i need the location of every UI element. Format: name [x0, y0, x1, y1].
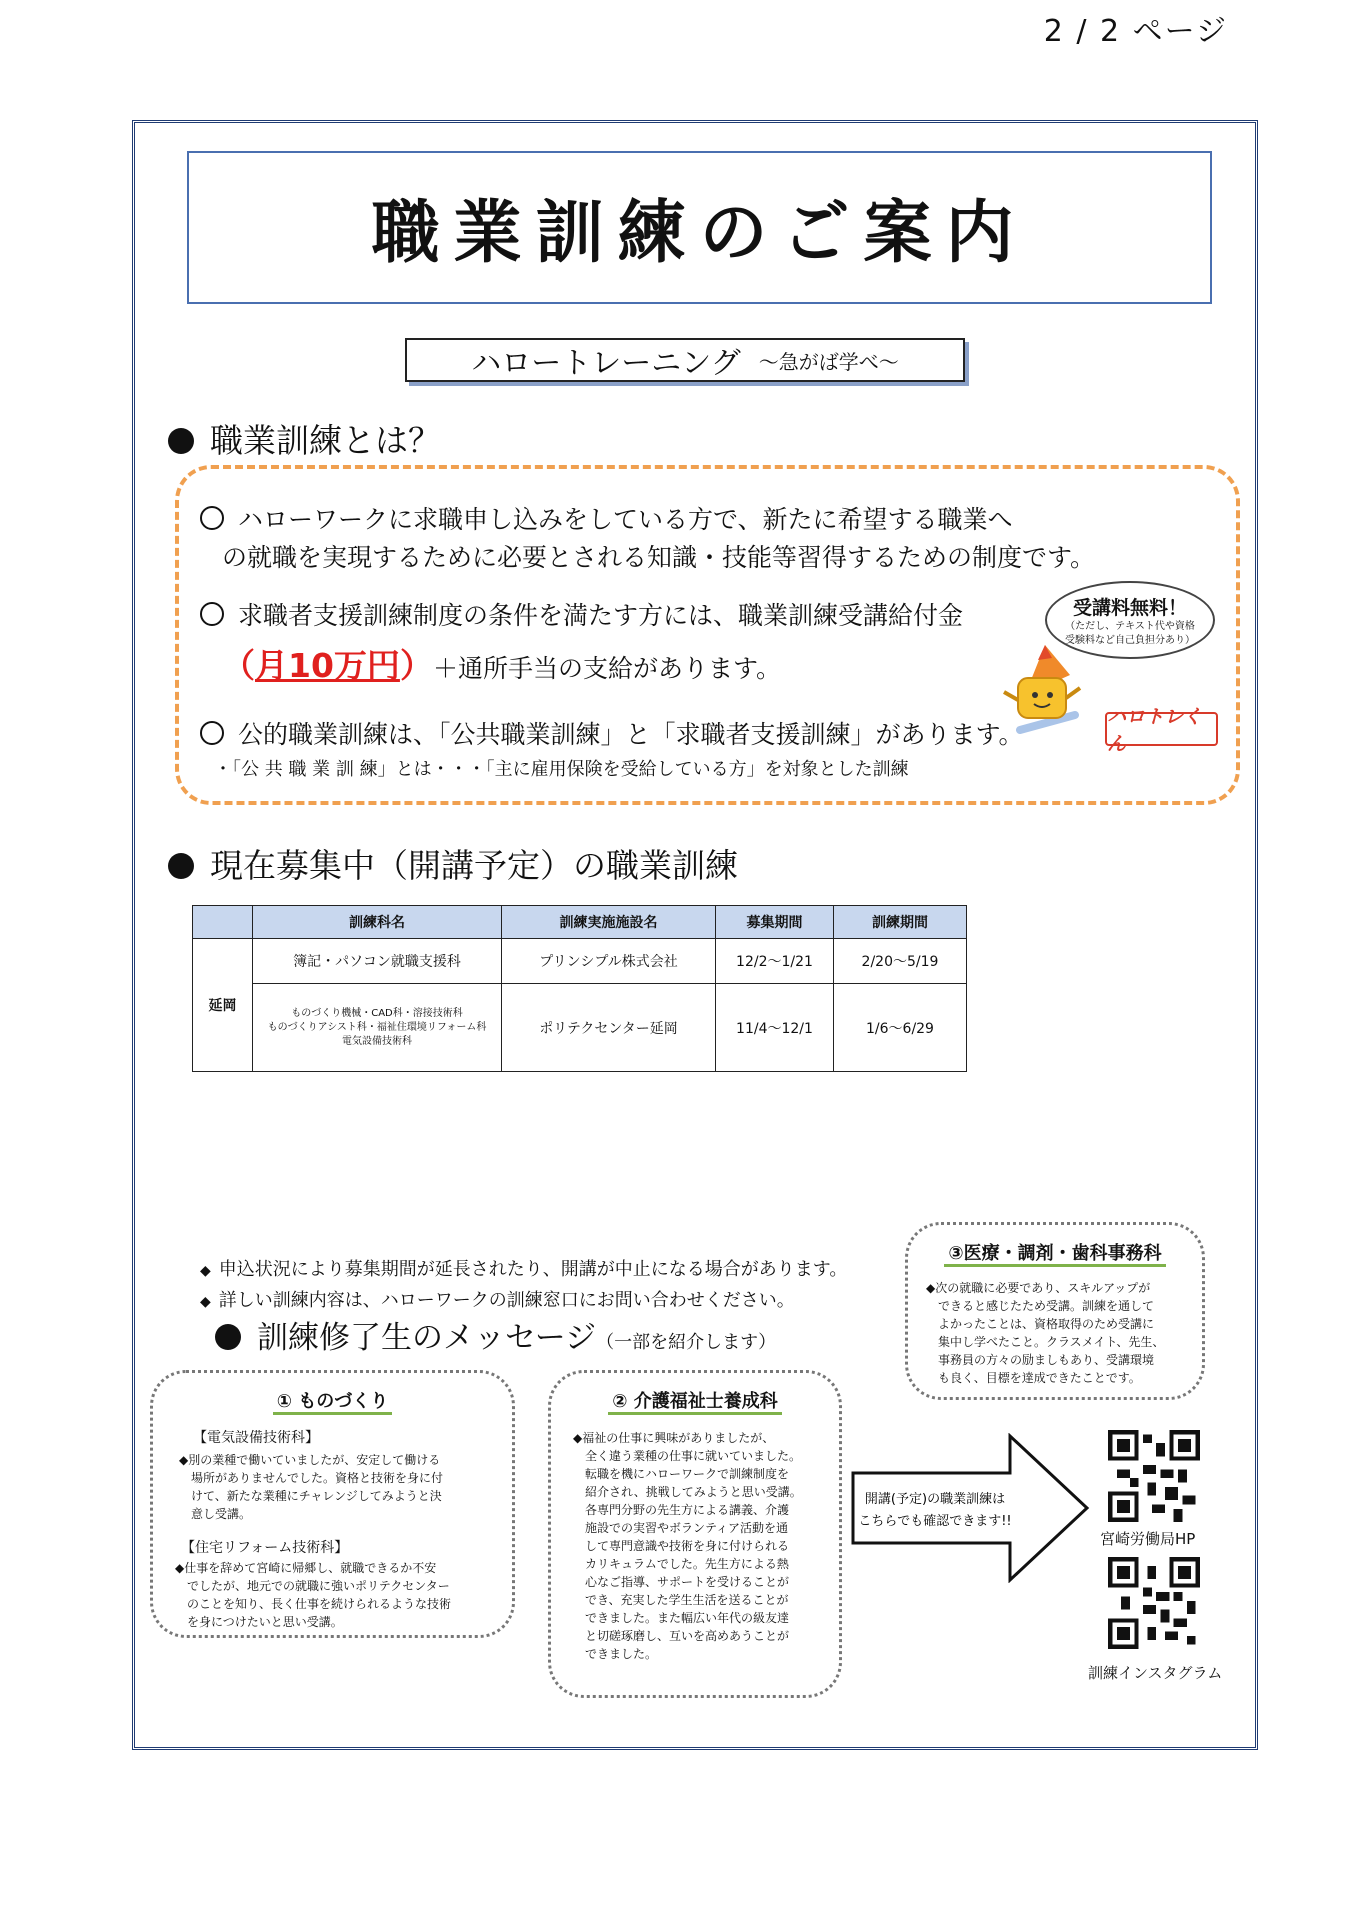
period-cell: 2/20～5/19: [834, 939, 967, 984]
card-subtitle: 【電気設備技術科】: [193, 1430, 319, 1446]
message-card-care: [548, 1370, 842, 1698]
circle-bullet-icon: [200, 721, 224, 745]
note-item: ◆ 詳しい訓練内容は、ハローワークの訓練窓口にお問い合わせください。: [200, 1290, 795, 1311]
info-line-3: [200, 596, 963, 632]
subtitle-tagline: ～急がば学べ～: [758, 349, 899, 374]
section3-suffix: （一部を紹介します）: [596, 1332, 777, 1353]
region-cell: 延岡: [193, 939, 253, 1072]
recruit-cell: 12/2～1/21: [716, 939, 834, 984]
circle-bullet-icon: [200, 506, 224, 530]
qr-code-hp-icon[interactable]: [1108, 1430, 1200, 1522]
title-box: [187, 151, 1212, 304]
table-row: [193, 984, 967, 1072]
page-title: 職業訓練のご案内: [371, 194, 1028, 273]
card-body: ◆次の就職に必要であり、スキルアップが できると感じたため受講。訓練を通して よかったことは、資格取得のため受講に 集中し学べたこと。クラスメイト、先生、 事務員の方々の励ましもあり、受講環境 も良く、目標を達成できたことです。: [926, 1281, 1165, 1385]
qr-hp-label: 宮崎労働局HP: [1100, 1530, 1196, 1548]
section1-heading-text: 職業訓練とは？: [210, 421, 441, 460]
facility-cell: ポリテクセンター延岡: [502, 984, 716, 1072]
circle-bullet-icon: [200, 602, 224, 626]
message-card-manufacturing: [150, 1370, 515, 1638]
info-line-2: の就職を実現するために必要とされる知識・技能等習得するための制度です。: [222, 543, 1096, 572]
section2-heading: [168, 840, 738, 887]
card-title: ② 介護福祉士養成科: [608, 1391, 782, 1415]
bubble-main-text: 受講料無料！: [1072, 597, 1187, 619]
recruit-cell: 11/4～12/1: [716, 984, 834, 1072]
info-line-1: [200, 500, 1013, 536]
course-cell: ものづくり機械・CAD科・溶接技術科 ものづくりアシスト科・福祉住環境リフォーム科 電気設備技術科: [253, 984, 502, 1072]
info-line-4: [222, 640, 781, 687]
info-line-5: [200, 715, 1024, 751]
notes-list: [200, 1255, 847, 1317]
highlight-amount: （月10万円）: [222, 646, 433, 685]
highlight-amount-text: 月10万円: [255, 646, 400, 685]
subtitle-main: ハロートレーニング: [471, 346, 741, 381]
period-cell: 1/6～6/29: [834, 984, 967, 1072]
diamond-icon: ◆: [200, 1294, 211, 1310]
table-header-row: [193, 906, 967, 939]
bullet-icon: [168, 853, 194, 879]
subtitle-box: [405, 338, 965, 382]
table-header: 募集期間: [716, 906, 834, 939]
diamond-icon: ◆: [200, 1263, 211, 1279]
section2-heading-text: 現在募集中（開講予定）の職業訓練: [210, 846, 738, 885]
training-table: [192, 905, 967, 1072]
card-body: ◆福祉の仕事に興味がありましたが、 全く違う業種の仕事に就いていました。 転職を機にハローワークで訓練制度を 紹介され、挑戦してみようと思い受講。 各専門分野の先生方による講義、介護 施設での実習やボランティア活動を通 して専門意識や技術を身に付けられる カリキュラムでした。先生方による熱 心なご指導、サポートを受けることが でき、充実した学生生活を送ることが できました。また幅広い年代の級友達 と切磋琢磨し、互いを高めあうことが できました。: [573, 1431, 802, 1661]
table-header: 訓練科名: [253, 906, 502, 939]
qr-code-instagram-icon[interactable]: [1108, 1557, 1200, 1649]
table-header-blank: [193, 906, 253, 939]
facility-cell: プリンシプル株式会社: [502, 939, 716, 984]
right-arrow-icon: [850, 1433, 1090, 1583]
info-line-1-text: ハローワークに求職申し込みをしている方で、新たに希望する職業へ: [238, 505, 1013, 534]
arrow-text-1: 開講(予定)の職業訓練は: [864, 1492, 1006, 1507]
message-card-medical: [905, 1222, 1205, 1400]
card-title: ③医療・調剤・歯科事務科: [944, 1243, 1165, 1267]
page-number: 2 / 2 ページ: [1043, 14, 1228, 49]
card-subtitle: 【住宅リフォーム技術科】: [181, 1540, 349, 1556]
info-line-5-text: 公的職業訓練は、「公共職業訓練」と「求職者支援訓練」があります。: [238, 720, 1024, 749]
table-header: 訓練実施施設名: [502, 906, 716, 939]
bullet-icon: [168, 428, 194, 454]
bubble-note: （ただし、テキスト代や資格 受験料など自己負担分あり）: [1065, 621, 1195, 646]
section3-heading: [215, 1312, 776, 1357]
arrow-text-2: こちらでも確認できます!!: [858, 1514, 1012, 1529]
info-line-3-text: 求職者支援訓練制度の条件を満たす方には、職業訓練受講給付金: [238, 601, 964, 630]
course-cell: 簿記・パソコン就職支援科: [253, 939, 502, 984]
card-title: ① ものづくり: [273, 1391, 393, 1415]
info-line-6: ・「公 共 職 業 訓 練」とは・・・「主に雇用保険を受給している方」を対象とした訓練: [214, 759, 909, 780]
qr-instagram-label: 訓練インスタグラム: [1088, 1664, 1223, 1682]
section1-heading: [168, 415, 441, 462]
card-body: ◆別の業種で働いていましたが、安定して働ける 場所がありませんでした。資格と技術を身に付 けて、新たな業種にチャレンジしてみようと決 意し受講。: [179, 1453, 444, 1521]
mascot-icon: [990, 640, 1090, 740]
card-body: ◆仕事を辞めて宮崎に帰郷し、就職できるか不安 でしたが、地元での就職に強いポリテクセンター のことを知り、長く仕事を続けられるような技術 を身につけたいと思い受講。: [175, 1561, 452, 1629]
table-header: 訓練期間: [834, 906, 967, 939]
bullet-icon: [215, 1324, 241, 1350]
section3-heading-text: 訓練修了生のメッセージ: [257, 1320, 597, 1356]
info-line-4-text: ＋通所手当の支給があります。: [432, 654, 781, 683]
note-item: ◆ 申込状況により募集期間が延長されたり、開講が中止になる場合があります。: [200, 1259, 848, 1280]
table-row: [193, 939, 967, 984]
hallo-tre-kun-logo: ハロトレくん: [1105, 712, 1218, 746]
